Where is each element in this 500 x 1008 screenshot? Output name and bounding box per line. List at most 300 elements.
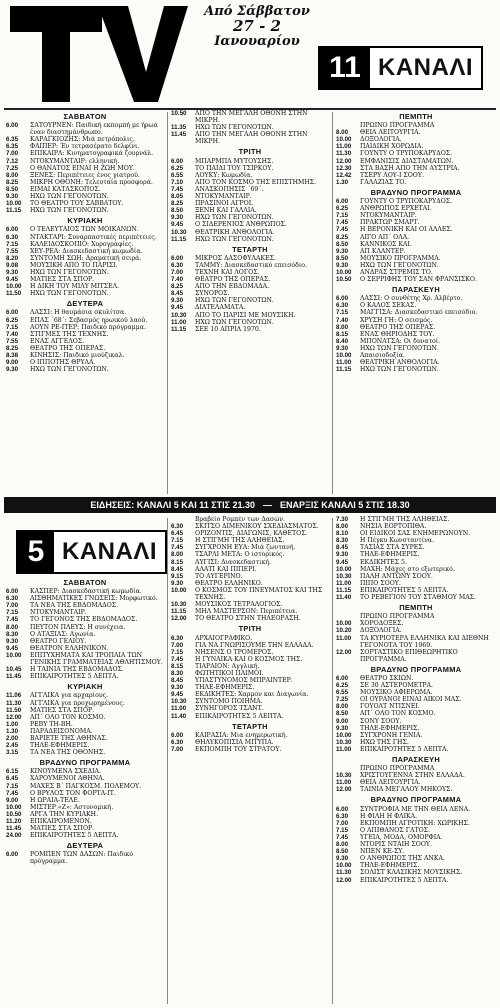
entry-title: ΤΑΜΜΥ: Διασκεδαστικό επεισόδιο. [195,261,308,269]
entry-title: ΛΟΥΚΥ: Κωμωδία. [195,171,253,179]
schedule-entry [6,262,164,269]
schedule-entry [336,198,496,205]
entry-time: 11.00 [171,318,187,326]
entry-time: 8.45 [171,565,184,573]
schedule-entry [336,516,496,523]
entry-title: ΔΙΑΤΕΛΑΜΑΤΑ. [195,304,246,312]
entry-time: 6.00 [171,157,184,165]
schedule-entry [6,276,164,283]
schedule-entry [336,165,496,172]
schedule-entry [336,276,496,283]
schedule-entry [171,559,329,566]
entry-time: 6.30 [6,595,19,603]
entry-title: ΓΑΛΑΖΙΑΣ ΤΟ. [360,178,407,186]
entry-time: 7.00 [171,641,184,649]
entry-time: 8.30 [6,630,19,638]
schedule-entry [336,205,496,212]
schedule-entry [171,516,329,523]
entry-title: ΜΑΤΙΕΣ ΣΤΑ ΣΠΟΡ. [30,825,95,833]
entry-title: ΑΡΓΑ ΤΗΝ ΚΥΡΙΑΚΗ. [30,810,99,818]
entry-time: 8.20 [6,254,19,262]
entry-time: 9.30 [336,551,349,559]
entry-title: ΞΕΝΕΣ: Περιπέτειες ένος γιατρού. [30,171,140,179]
entry-time: 11.00 [336,634,352,642]
entry-time: 7.45 [6,616,19,624]
entry-time: 12.00 [6,713,22,721]
entry-title: Ο ΤΕΛΕΥΤΑΙΟΣ ΤΩΝ ΜΟΙΚΑΝΩΝ. [30,226,139,234]
entry-time: 6.45 [171,530,184,538]
schedule-entry [336,309,496,316]
entry-time: 7.15 [6,609,19,617]
day-heading: ΔΕΥΤΕΡΑ [66,841,104,851]
entry-time: 8.15 [171,662,184,670]
schedule-entry [336,302,496,309]
entry-time: 8.40 [336,337,349,345]
schedule-entry [6,248,164,255]
schedule-entry [6,283,164,290]
schedule-entry [336,150,496,157]
entry-time: 12.00 [336,648,352,656]
schedule-entry [6,775,164,782]
entry-time: 11.50 [6,706,22,714]
entry-title: ΛΑΣΣΙ: Ο συνθέτης Χρ. Αλβέρτο. [360,295,463,303]
schedule-entry [6,735,164,742]
schedule-entry [171,601,329,608]
entry-time: 9.45 [171,304,184,312]
schedule-entry [6,165,164,172]
entry-title: Ο ΚΑΛΟΣ ΣΕΚΑΣ. [360,302,417,310]
day-heading: ΒΡΑΔΥΝΟ ΠΡΟΓΡΑΜΜΑ [370,187,462,197]
entry-time: 10.30 [336,738,352,746]
entry-time: 6.15 [6,768,19,776]
entry-time: 1.30 [6,727,19,735]
schedule-entry [6,804,164,811]
entry-time: 11.15 [171,235,187,243]
entry-title: ΝΤΟΚΥΜΑΝΤΑΙΡ: ελληνική. [30,157,120,165]
entry-time [336,122,360,129]
entry-time: 8.25 [171,200,184,208]
entry-title: ΕΠΙΚΑΙΡΟΜΕΝΟΝ. [30,818,92,825]
entry-title: ΗΧΩ ΤΩΝ ΓΕΓΟΝΟΤΩΝ. [360,261,439,269]
entry-time: 6.30 [171,738,184,746]
entry-title: ΦΑΙΠΕΡ: Έν τετρασέρατο δελφίνι. [30,143,140,151]
schedule-entry [336,219,496,226]
entry-title: ΕΜΦΑΝΙΣΙΣ ΔΙΑΣΤΑΜΑΤΩΝ. [360,157,454,165]
entry-time: 11.30 [336,869,352,877]
schedule-entry [171,255,329,262]
schedule-entry [6,143,164,150]
entry-title: ΤΗΛΕ-ΕΦΗΜΕΡΙΣ. [360,724,420,732]
entry-title: ΠΕΥΤΟΝ ΠΛΕΥΣ: Η συνέχεια. [30,623,126,631]
entry-time: 12.00 [336,157,352,165]
entry-title: ΠΑΙΔΙΚΗ ΧΟΡΩΔΙΑ. [360,143,424,151]
entry-title: ΘΕΙΑ ΛΕΙΤΟΥΡΓΙΑ. [360,129,421,137]
schedule-entry [336,718,496,725]
channel-5-number: 5 [18,532,54,572]
schedule-entry [336,739,496,746]
entry-time: 7.15 [171,648,184,656]
schedule-entry [171,297,329,304]
schedule-entry [171,656,329,663]
entry-time: 10.30 [171,228,187,236]
entry-title: ΤΣΕΡΥ ΛΟΥ-Ι ΣΟΟΥ. [360,171,424,179]
entry-title: ΜΙΚΡΟΣ ΔΑΣΟΦΥΛΑΚΕΣ. [195,254,276,262]
schedule-entry [6,122,164,136]
entry-time: 1.30 [336,178,349,186]
entry-time: 7.15 [336,212,349,220]
entry-time: 6.00 [6,588,19,596]
entry-title: ΘΕΑΤΡΙΚΗ ΑΝΘΟΛΟΓΙΑ. [360,359,440,367]
schedule-entry [336,122,496,129]
schedule-entry [6,728,164,735]
entry-time: 10.00 [336,136,352,144]
channel-5-label: ΚΑΝΑΛΙ [62,538,158,565]
schedule-entry [6,714,164,721]
entry-time: 6.30 [171,261,184,269]
schedule-entry [6,317,164,324]
schedule-entry [336,649,496,663]
entry-title: Ο ΚΟΣΜΟΣ ΤΟΥ ΠΝΕΥΜΑΤΟΣ ΚΑΙ ΤΗΣ ΤΕΧΝΗΣ. [195,586,323,602]
entry-title: ΕΝΑΣ ΘΗΡΙΟΔΗΣ ΤΟΥ. [360,330,435,338]
entry-title: ΣΚΙΤΣΟ ΔΙΜΕΝΙΚΟΥ ΣΧΕΔΙΑΣΜΑΤΟΣ. [195,523,319,531]
entry-title: ΤΗΛΕ-ΕΦΗΜΕΡΙΣ. [30,742,90,750]
schedule-entry [171,193,329,200]
schedule-entry [6,673,164,680]
schedule-entry [171,670,329,677]
schedule-entry [171,110,329,124]
schedule-entry [171,304,329,311]
schedule-entry [336,566,496,573]
entry-time: 6.45 [6,775,19,783]
schedule-entry [6,359,164,366]
day-heading: ΠΑΡΑΣΚΕΥΗ [391,285,441,295]
schedule-entry [6,721,164,728]
entry-time: 8.00 [6,171,19,179]
schedule-entry [6,269,164,276]
schedule-entry [6,352,164,359]
entry-time: 7.25 [336,696,349,704]
entry-title: ΧΡΙΣΤΟΥΓΕΝΝΑ ΣΤΗΝ ΕΛΛΑΔΑ. [360,772,465,780]
entry-title: Ο ΒΡΥΛΟΣ ΤΟΝ ΦΟΡΤΑ-ΙΤ. [30,789,116,797]
entry-time: 7.15 [6,240,19,248]
schedule-entry [6,136,164,143]
schedule-entry [336,746,496,753]
schedule-entry [6,700,164,707]
schedule-entry [171,269,329,276]
entry-title: ΟΡΙΖΟΝΤΙΣ, ΔΙΑΓΩΝΙΣ, ΚΑΘΕΤΟΣ. [195,530,308,538]
schedule-entry [171,677,329,684]
entry-title: ΣΟΝΥ ΣΟΟΥ. [360,717,402,725]
entry-time: 9.00 [336,717,349,725]
entry-title: ΗΧΩ ΤΩΝ ΓΕΓΟΝΟΤΩΝ. [360,344,439,352]
schedule-entry [336,551,496,558]
schedule-entry [336,627,496,634]
entry-title: ΗΧΩ ΤΩΝ ΓΕΓΟΝΟΤΩΝ. [30,207,109,215]
entry-title: ΝΗΣΙΑ ΕΟΡΤΟΠΙΘΑ. [360,523,427,531]
entry-title: ΕΠΙΚΑΙΡΑ: Κινηματογραφικά ζουρνάλ. [30,150,154,158]
schedule-entry [6,234,164,241]
schedule-entry [336,295,496,302]
schedule-entry [6,783,164,790]
entry-title: ΠΡΩΙΝΟ ΠΡΟΓΡΑΜΜΑ [360,122,435,130]
entry-title: ΤΗΛΕ-ΕΦΗΜΕΡΙΣ. [195,684,255,692]
entry-time: 11.45 [6,825,22,833]
schedule-entry [336,544,496,551]
channel-11-badge [318,46,483,90]
schedule-entry [171,608,329,615]
entry-time: 9.00 [6,359,19,367]
day-heading: ΒΡΑΔΥΝΟ ΠΡΟΓΡΑΜΜΑ [39,758,131,768]
entry-time: 11.15 [336,366,352,374]
entry-title: ΤΗΛΕ-ΕΦΗΜΕΡΙΣ. [360,551,420,559]
entry-title: ΓΟΥΝΤΥ Ο ΤΡΥΠΟΚΑΡΥΔΟΣ. [360,150,453,158]
entry-time: 7.15 [336,309,349,317]
schedule-entry [336,855,496,862]
entry-title: ΤΑ ΝΕΑ ΤΗΣ ΕΒΔΟΜΑΔΟΣ. [30,602,119,610]
schedule-entry [171,312,329,319]
entry-time: 9.30 [171,579,184,587]
schedule-entry [336,772,496,779]
entry-title: ΑΟΥΝ ΡΕ-ΙΤΕΡ: Παιδικό πρόγραμμα. [30,323,146,331]
schedule-entry [171,580,329,587]
entry-time: 7.15 [6,782,19,790]
schedule-entry [336,352,496,359]
entry-time: 12.00 [171,615,187,623]
entry-time: 9.30 [6,268,19,276]
schedule-entry [6,768,164,775]
entry-title: ΒΑΡΙΕΤΕ ΤΗΣ ΑΘΗΝΑΣ. [30,734,108,742]
entry-title: ΣΥΝΗΓΟΡΟΣ ΤΣΑΝΤ. [195,705,264,713]
schedule-entry [6,588,164,595]
schedule-entry [336,862,496,869]
entry-time: 7.40 [6,330,19,338]
entry-time: 8.50 [171,207,184,215]
column-divider [332,112,333,494]
entry-time: 9.30 [336,344,349,352]
schedule-entry [336,269,496,276]
schedule-entry [171,319,329,326]
entry-title: ΜΑΤΙΕΣ ΣΤΑ ΣΠΟΡ. [30,276,95,284]
entry-title: ΤΟ ΡΕΒΕΓΙΟΝ ΤΟΥ ΣΤΑΘΜΟΥ ΜΑΣ. [360,594,477,602]
entry-title: ΤΑΣΙΑΣ ΣΤΑ ΣΥΡΕΣ. [360,544,425,552]
entry-time: 7.40 [171,276,184,284]
schedule-entry [171,551,329,558]
entry-title: ΠΡΑΚΤΩΡ ΣΜΑΡΤ. [360,219,420,227]
schedule-entry [171,179,329,186]
entry-time: 9.08 [6,261,19,269]
channel-5-column-1 [6,576,164,1004]
tv-logo [6,2,190,106]
schedule-entry [336,848,496,855]
entry-title: ΤΣΑΡΛΙ ΜΕΤΑ: Ο ιστορικός. [195,551,285,559]
schedule-entry [336,129,496,136]
schedule-entry [336,827,496,834]
entry-title: ΟΙ ΕΙΔΙΚΟΙ ΣΑΣ ΕΝΗΜΕΡΩΝΟΥΝ. [360,530,471,538]
schedule-entry [171,124,329,131]
schedule-entry [171,158,329,165]
entry-title: ΧΡΥΣΗ ΓΗ: Ο σεισμός. [360,316,433,324]
entry-title: ΑΓΓΛΙΚΑ για προχωρημένους. [30,699,125,707]
day-heading: ΤΡΙΤΗ [238,624,262,634]
schedule-entry [336,234,496,241]
entry-title: Ο ΘΑΝΑΤΟΣ ΕΙΝΑΙ Η ΖΩΗ ΜΟΥ. [30,164,135,172]
entry-title: ΘΕΑΤΡΙΚΗ ΑΝΘΟΛΟΓΙΑ. [195,228,275,236]
schedule-entry [336,172,496,179]
entry-title: Η ΓΥΝΑΙΚΑ ΚΑΙ Ο ΚΟΣΜΟΣ ΤΗΣ. [195,655,303,663]
entry-time: 8.50 [336,710,349,718]
schedule-entry [6,366,164,373]
entry-title: ΜΟΥΣΙΚΟ ΠΡΟΓΡΑΜΜΑ. [360,254,441,262]
entry-time: 10.00 [6,200,22,208]
entry-title: ΚΙΝΟΥΜΕΝΑ ΣΧΕΔΙΑ. [30,768,101,776]
date-line-day: 27 - 2 [233,17,281,35]
schedule-entry [336,635,496,649]
schedule-entry [171,663,329,670]
entry-time: 9.00 [6,796,19,804]
entry-time: 7.00 [171,268,184,276]
schedule-entry [336,530,496,537]
entry-title: ΑΠΟ ΤΗΝ ΜΕΓΑΛΗ ΟΘΟΝΗ ΣΤΗΝ ΜΙΚΡΗ. [195,131,308,146]
news-bar-separator: — [263,500,273,510]
entry-title: ΑΠΟ ΤΟ ΠΑΡΙΣΙ ΜΕ ΜΟΥΣΙΚΗ. [195,311,296,319]
entry-time: 11.40 [336,594,352,602]
schedule-entry [171,283,329,290]
entry-title: ΣΥΓΧΡΟΝΗ ΓΕΝΙΑ. [360,731,423,739]
entry-time: 11.00 [336,745,352,753]
entry-time: 9.15 [171,572,184,580]
entry-time: 6.00 [6,309,19,317]
entry-time: 7.45 [336,833,349,841]
entry-title: ΕΙΜΑΙ ΚΑΤΑΣΚΟΠΟΣ. [30,185,101,193]
entry-title: ΗΧΩ ΤΩΝ ΓΕΓΟΝΟΤΩΝ. [30,290,109,298]
entry-time: 8.25 [171,283,184,291]
entry-title: ΜΟΥΣΙΚΗ ΑΠΟ ΤΟ ΠΑΡΙΣΙ. [30,261,118,269]
entry-time: 7.15 [336,826,349,834]
schedule-entry [336,869,496,876]
date-line-from: Από Σάββατον [204,4,310,19]
entry-time: 10.30 [171,698,187,706]
schedule-entry [171,290,329,297]
entry-title: ΚΙΝΗΣΙΣ: Παιδικό μιούζικαλ. [30,352,125,359]
entry-time: 8.15 [336,330,349,338]
schedule-entry [336,359,496,366]
entry-title: Βραβείο Ρομπέν των Δασών. [195,516,286,523]
schedule-entry [6,742,164,749]
schedule-entry [336,345,496,352]
entry-time: 8.45 [336,544,349,552]
entry-title: ΕΠΙΚΑΙΡΟΤΗΤΕΣ 5 ΛΕΠΤΑ. [30,832,119,840]
channel-11-number: 11 [320,48,370,88]
entry-title: ΑΠ ΚΛΑΝΤΕΡ. [360,247,406,255]
entry-time: 10.00 [336,620,352,628]
entry-title: ΣΟΡΤΑΣΤΙΚΟ ΕΠΙΘΕΩΡΗΤΙΚΟ ΠΡΟΓΡΑΜΜΑ. [360,648,458,663]
day-heading: ΣΑΒΒΑΤΟΝ [63,112,107,121]
entry-time: 6.30 [6,233,19,241]
schedule-entry [171,172,329,179]
entry-time: 7.45 [171,655,184,663]
entry-title: ΗΧΩ ΤΩΝ ΓΕΓΟΝΟΤΩΝ. [30,268,109,276]
schedule-entry [171,131,329,145]
entry-time: 8.00 [6,623,19,631]
entry-time: 10.30 [336,772,352,780]
entry-title: Ο ΣΙΔΕΡΕΝΙΟΣ ΑΝΘΡΩΠΟΣ. [195,221,287,229]
entry-title: ΣΤΙΓΜΕΣ ΤΗΣ ΤΕΧΝΗΣ. [30,330,109,338]
entry-time: 11.00 [336,779,352,787]
entry-title: ΕΠΙΚΑΙΡΟΤΗΤΕΣ 5 ΛΕΠΤΑ. [195,712,284,720]
entry-time: 11.15 [6,207,22,215]
entry-title: ΜΑΧΕΣ Β΄ ΠΑΓΚΟΣΜ. ΠΟΛΕΜΟΥ. [30,782,142,790]
schedule-entry [336,573,496,580]
schedule-entry [171,635,329,642]
entry-time: 11.00 [336,579,352,587]
entry-title: ΗΧΩ ΤΩΝ ΓΕΓΟΝΟΤΩΝ. [195,214,274,222]
entry-title: ΤΟ ΘΕΑΤΡΟ ΣΤΗΝ ΤΗΛΕΟΡΑΣΗ. [195,615,301,623]
entry-time: 7.00 [171,745,184,753]
entry-time: 12.30 [336,164,352,172]
schedule-entry [6,193,164,200]
schedule-entry [336,262,496,269]
schedule-entry [6,172,164,179]
entry-time: 12.42 [336,171,352,179]
entry-time: 7.25 [6,164,19,172]
date-range [198,4,316,49]
schedule-entry [336,765,496,772]
schedule-entry [6,324,164,331]
entry-title: ΑΝΔΡΑΣ ΣΤΡΕΜΙΣ ΤΟ. [360,268,433,276]
entry-title: ΤΑΙΝΙΑ ΜΕΓΑΛΟΥ ΜΗΚΟΥΣ. [360,786,453,794]
entry-time [171,516,195,523]
entry-title: ΜΟΥΣΙΚΟ ΑΦΙΕΡΩΜΑ. [360,689,433,697]
entry-title: Η ΒΕΡΟΝΙΚΗ ΚΑΙ ΟΙ ΑΛΛΕΣ. [360,226,453,234]
entry-time: 7.45 [336,226,349,234]
entry-time: 9.30 [336,855,349,863]
entry-time: 8.25 [6,178,19,186]
entry-title: ΜΠΟΝΑΤΣΑ: Οι δυνατοί. [360,337,441,345]
schedule-entry [336,255,496,262]
entry-title: ΜΑΤΙΕΣ ΣΤΑ ΣΠΟΡ. [30,706,95,714]
entry-time: 7.00 [6,602,19,610]
schedule-entry [336,877,496,884]
entry-time: 11.15 [171,325,187,333]
entry-title: Η ΦΙΛΗ Η ΦΛΙΚΑ. [360,812,418,820]
schedule-entry [171,186,329,193]
entry-title: ΕΚΔΙΚΗΤΕΣ 5. [360,558,407,566]
schedule-entry [6,309,164,316]
entry-title: ΗΧΩ ΤΩΝ ΓΕΓΟΝΟΤΩΝ. [195,318,274,326]
entry-title: ΤΑ ΚΥΡΙΟΤΕΡΑ ΕΛΛΗΝΙΚΑ ΚΑΙ ΔΙΕΘΝΗ ΓΕΓΟΝΟΤΑ ΤΟΥ 1969. [360,634,489,649]
entry-time: 10.00 [6,651,22,659]
entry-title: ΓΟΥΝΤΥ Ο ΤΡΥΠΟΚΑΡΥΔΟΣ. [360,198,453,206]
entry-time: 8.10 [336,530,349,538]
entry-title: ΠΑΛΗ ΑΝΤΩΝΥ ΣΟΟΥ. [360,572,433,580]
entry-title: ΕΠΙΚΑΙΡΟΤΗΤΕΣ 5 ΛΕΠΤΑ. [360,745,449,753]
entry-time: 6.25 [171,164,184,172]
entry-title: ΤΗΛΕ-ΕΦΗΜΕΡΙΣ. [360,862,420,870]
schedule-entry [6,150,164,157]
entry-title: ΗΧΩ ΤΩΝ ΓΕΓΟΝΟΤΩΝ. [30,193,109,201]
entry-time: 9.30 [171,297,184,305]
entry-time: 10.20 [336,627,352,635]
entry-title: ΣΥΝΤΟΜΟ ΠΟΙΗΜΑ. [195,698,263,706]
entry-title: ΗΧΩ ΤΩΝ ΓΕΓΟΝΟΤΩΝ. [195,235,274,243]
entry-time: 11.40 [171,712,187,720]
entry-time: 11.15 [171,608,187,616]
schedule-entry [336,324,496,331]
schedule-entry [171,530,329,537]
schedule-entry [171,615,329,622]
schedule-entry [336,523,496,530]
entry-title: ΠΙΠΟ ΣΟΟΥ. [360,579,401,587]
